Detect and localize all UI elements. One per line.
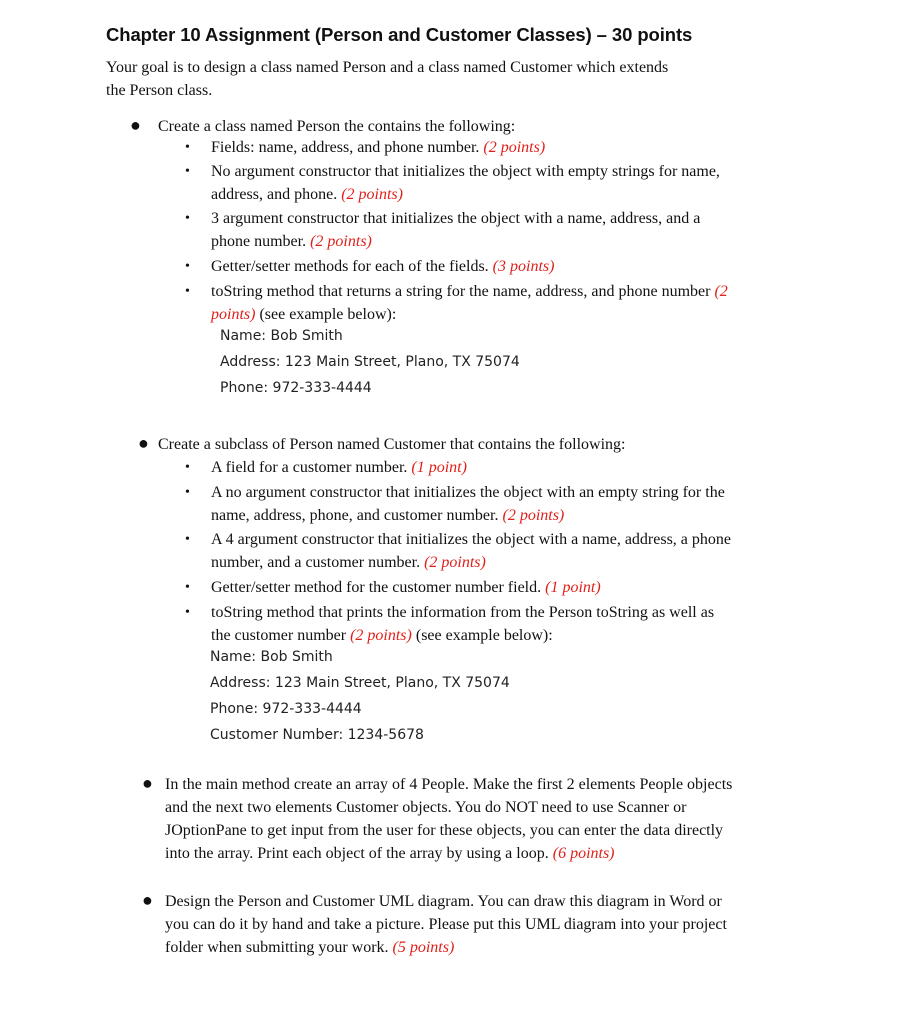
bullet-icon: •: [185, 485, 190, 500]
round-bullet-icon: ●: [138, 433, 149, 453]
bullet-icon: •: [185, 140, 190, 155]
bullet-icon: •: [185, 532, 190, 547]
list-item: 3 argument constructor that initializes the object with a name, address, and a phone number. (2 points): [211, 210, 701, 250]
round-bullet-icon: ●: [142, 890, 153, 910]
bullet-icon: •: [185, 284, 190, 299]
example-line: Phone: 972-333-4444: [220, 380, 372, 396]
example-line: Address: 123 Main Street, Plano, TX 75074: [210, 675, 510, 691]
bullet-icon: •: [185, 460, 190, 475]
uml-paragraph: Design the Person and Customer UML diagram. You can draw this diagram in Word or you can do it by hand and take a picture. Please put this UML diagram into your project folder when submitting your work. (5 points): [165, 893, 727, 956]
round-bullet-icon: ●: [130, 115, 141, 135]
section-customer-lead: Create a subclass of Person named Customer that contains the following:: [158, 436, 626, 453]
intro-line: the Person class.: [106, 82, 213, 99]
code-example: [220, 328, 520, 406]
points-label: points): [211, 306, 256, 323]
points-label: (2 points): [310, 233, 372, 250]
list-item: A field for a customer number. (1 point): [211, 459, 467, 476]
points-label: (1 point): [545, 579, 601, 596]
list-item: A 4 argument constructor that initializes the object with a name, address, a phone number, and a customer number. (2 points): [211, 531, 731, 571]
points-label: (2 points): [341, 186, 403, 203]
page-title: Chapter 10 Assignment (Person and Customer Classes) – 30 points: [106, 24, 693, 45]
list-item: No argument constructor that initializes the object with empty strings for name, address, and phone. (2 points): [211, 163, 720, 203]
example-line: Name: Bob Smith: [220, 328, 343, 344]
points-label: (2: [714, 283, 728, 300]
bullet-icon: •: [185, 580, 190, 595]
points-label: (2 points): [483, 139, 546, 156]
list-item: Fields: name, address, and phone number. (2 points): [211, 139, 546, 156]
intro-paragraph: [106, 56, 746, 102]
main-method-paragraph: In the main method create an array of 4 People. Make the first 2 elements People objects and the next two elements Customer objects. You do NOT need to use Scanner or JOptionPane to get input from the user for these objects, you can enter the data directly into the array. Print each object of the array by using a loop. (6 points): [165, 776, 733, 862]
code-example: [210, 649, 510, 753]
points-label: (1 point): [411, 459, 467, 476]
points-label: (5 points): [392, 939, 455, 956]
list-item: Getter/setter method for the customer number field. (1 point): [211, 579, 601, 596]
list-item: toString method that prints the information from the Person toString as well as the customer number (2 points) (see example below):: [211, 604, 715, 644]
example-line: Customer Number: 1234-5678: [210, 727, 424, 743]
bullet-icon: •: [185, 211, 190, 226]
bullet-icon: •: [185, 605, 190, 620]
points-label: (2 points): [502, 507, 565, 524]
points-label: (2 points): [424, 554, 486, 571]
intro-line: Your goal is to design a class named Person and a class named Customer which extends: [106, 59, 669, 76]
list-item: toString method that returns a string for the name, address, and phone number (2 points) (see example below):: [211, 283, 728, 323]
section-person-lead: Create a class named Person the contains the following:: [158, 118, 516, 135]
example-line: Phone: 972-333-4444: [210, 701, 362, 717]
points-label: (3 points): [492, 258, 555, 275]
example-line: Address: 123 Main Street, Plano, TX 75074: [220, 354, 520, 370]
example-line: Name: Bob Smith: [210, 649, 333, 665]
bullet-icon: •: [185, 164, 190, 179]
round-bullet-icon: ●: [142, 773, 153, 793]
points-label: (6 points): [552, 845, 615, 862]
bullet-icon: •: [185, 259, 190, 274]
points-label: (2 points): [350, 627, 412, 644]
list-item: Getter/setter methods for each of the fields. (3 points): [211, 258, 555, 275]
list-item: A no argument constructor that initializes the object with an empty string for the name, address, phone, and customer number. (2 points): [211, 484, 725, 524]
